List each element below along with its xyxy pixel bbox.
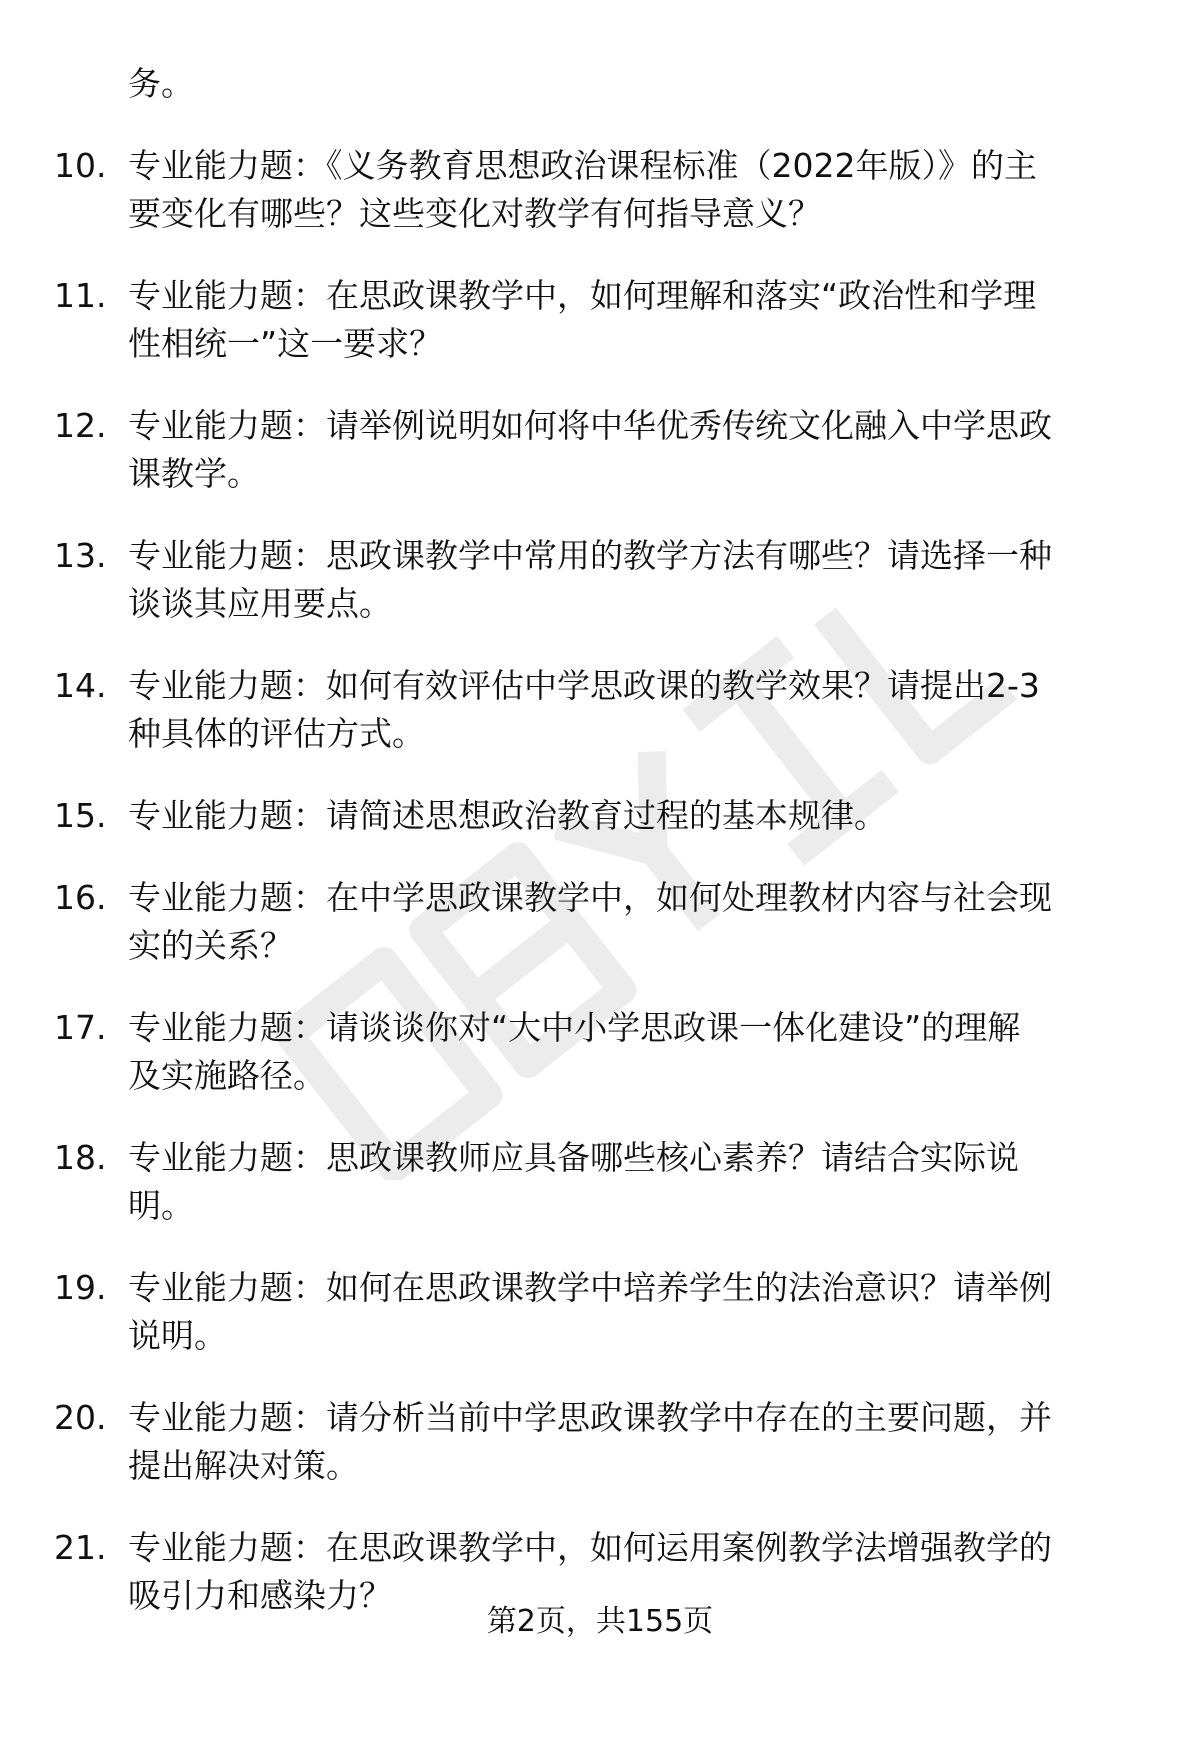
question-text-line: 谈谈其应用要点。 — [128, 584, 392, 623]
question-item-10 — [0, 142, 1200, 238]
question-text-line: 专业能力题：在思政课教学中，如何运用案例教学法增强教学的 — [128, 1528, 1052, 1567]
question-number: 12. — [54, 406, 107, 445]
question-item-11 — [0, 272, 1200, 368]
question-item-18 — [0, 1134, 1200, 1230]
question-item-17 — [0, 1004, 1200, 1100]
question-number: 19. — [54, 1268, 107, 1307]
question-text-line: 专业能力题：请谈谈你对“大中小学思政课一体化建设”的理解 — [128, 1008, 1021, 1047]
question-text-line: 课教学。 — [128, 454, 260, 493]
question-text-line: 种具体的评估方式。 — [128, 714, 425, 753]
question-text-line: 专业能力题：在思政课教学中，如何理解和落实“政治性和学理 — [128, 276, 1037, 315]
question-text-line: 说明。 — [128, 1316, 227, 1355]
question-text-line: 要变化有哪些？这些变化对教学有何指导意义？ — [128, 194, 821, 233]
question-text-line: 专业能力题：思政课教师应具备哪些核心素养？请结合实际说 — [128, 1138, 1019, 1177]
question-number: 15. — [54, 796, 107, 835]
question-item-20 — [0, 1394, 1200, 1490]
question-number: 18. — [54, 1138, 107, 1177]
question-text-line: 专业能力题：思政课教学中常用的教学方法有哪些？请选择一种 — [128, 536, 1052, 575]
question-number: 16. — [54, 878, 107, 917]
question-item-19 — [0, 1264, 1200, 1360]
question-text-line: 明。 — [128, 1186, 194, 1225]
question-number: 21. — [54, 1528, 107, 1567]
question-text-line: 专业能力题：请分析当前中学思政课教学中存在的主要问题，并 — [128, 1398, 1052, 1437]
question-list — [0, 142, 1200, 1620]
question-item-16 — [0, 874, 1200, 970]
page-number-label: 第2页，共155页 — [486, 1604, 714, 1639]
question-text-line: 性相统一”这一要求？ — [128, 324, 443, 363]
question-text-line: 吸引力和感染力？ — [128, 1576, 392, 1615]
document-content — [0, 60, 1200, 1654]
question-text-line: 专业能力题：请举例说明如何将中华优秀传统文化融入中学思政 — [128, 406, 1052, 445]
question-text-line: 提出解决对策。 — [128, 1446, 359, 1485]
question-number: 13. — [54, 536, 107, 575]
question-number: 20. — [54, 1398, 107, 1437]
question-text-line: 专业能力题：在中学思政课教学中，如何处理教材内容与社会现 — [128, 878, 1052, 917]
question-item-14 — [0, 662, 1200, 758]
question-number: 17. — [54, 1008, 107, 1047]
question-number: 11. — [54, 276, 107, 315]
question-item-12 — [0, 402, 1200, 498]
question-text-line: 专业能力题：《义务教育思想政治课程标准（2022年版）》的主 — [128, 146, 1037, 185]
question-number: 14. — [54, 666, 107, 705]
previous-question-continuation: 务。 — [128, 64, 194, 103]
question-number: 10. — [54, 146, 107, 185]
question-text-line: 专业能力题：如何有效评估中学思政课的教学效果？请提出2-3 — [128, 666, 1040, 705]
question-text-line: 专业能力题：如何在思政课教学中培养学生的法治意识？请举例 — [128, 1268, 1052, 1307]
question-text-line: 及实施路径。 — [128, 1056, 326, 1095]
question-item-13 — [0, 532, 1200, 628]
question-text-line: 实的关系？ — [128, 926, 293, 965]
question-text-line: 专业能力题：请简述思想政治教育过程的基本规律。 — [128, 796, 887, 835]
page-footer — [0, 1600, 1200, 1644]
question-item-15 — [0, 792, 1200, 840]
